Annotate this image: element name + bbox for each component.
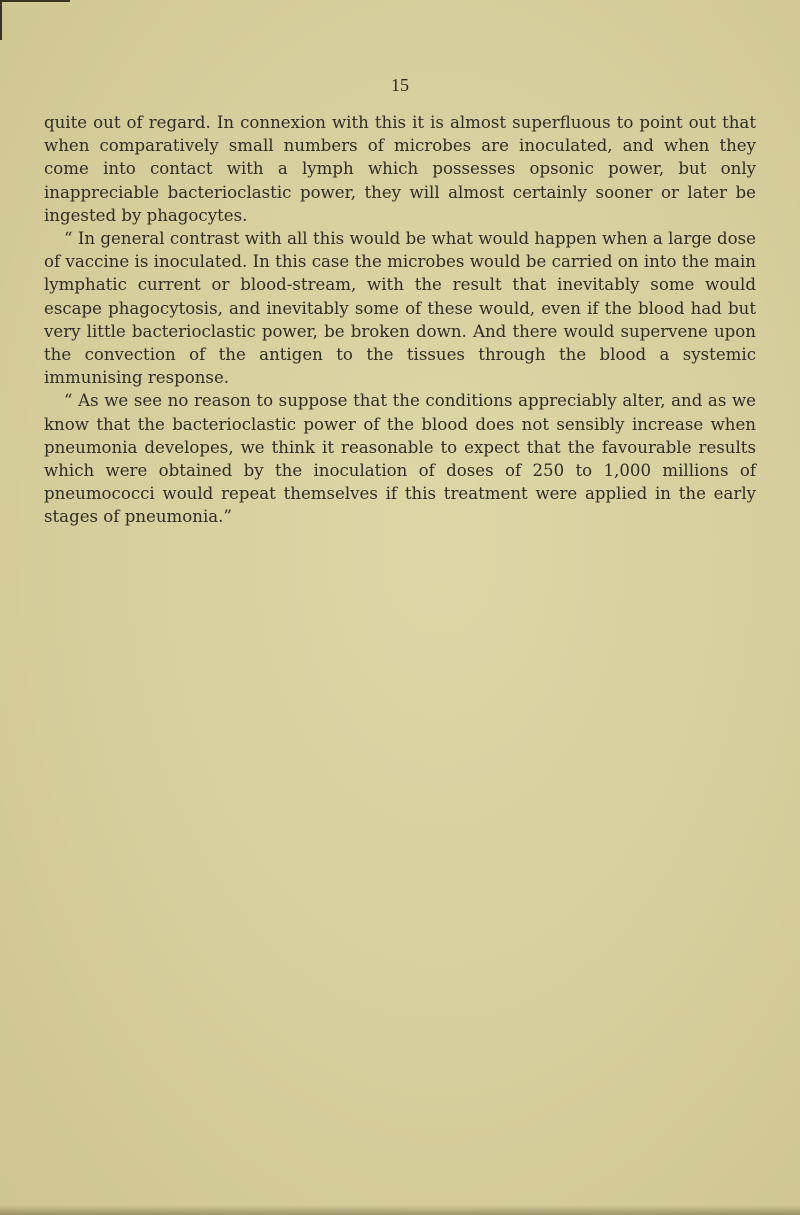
paragraph: “ As we see no reason to suppose that the conditions appreciably alter, and as we know that the bacterioclastic power of the blood does not sensibly increase when pneumonia developes, we think it reasonable to expect that the favourable results which were obtained by the inoculation of doses of 250 to 1,000 millions of pneumococci would repeat themselves if this treatment were applied in the early stages of pneumonia.” [44, 391, 756, 527]
paragraph: “ In general contrast with all this would be what would happen when a large dose of vaccine is inoculated. In this case the microbes would be carried on into the main lymphatic current or blood-stream, with the result that inevitably some would escape phagocytosis, and inevitably some of these would, even if the blood had but very little bacterioclastic power, be broken down. And there would supervene upon the convection of the antigen to the tissues through the blood a systemic immunising response. [44, 229, 756, 388]
page-number: 15 [391, 75, 409, 95]
page-edge-rule [0, 0, 70, 2]
page-edge-rule-vertical [0, 0, 2, 40]
paragraph: quite out of regard. In connexion with this it is almost superfluous to point out that when comparatively small numbers of microbes are inoculated, and when they come into contact with a lymph which possesses opsonic power, but only inappreciable bacterioclastic power, they will almost certainly sooner or later be ingested by phagocytes. [44, 113, 756, 225]
page-bottom-shadow [0, 1205, 800, 1215]
body-text [44, 111, 756, 529]
